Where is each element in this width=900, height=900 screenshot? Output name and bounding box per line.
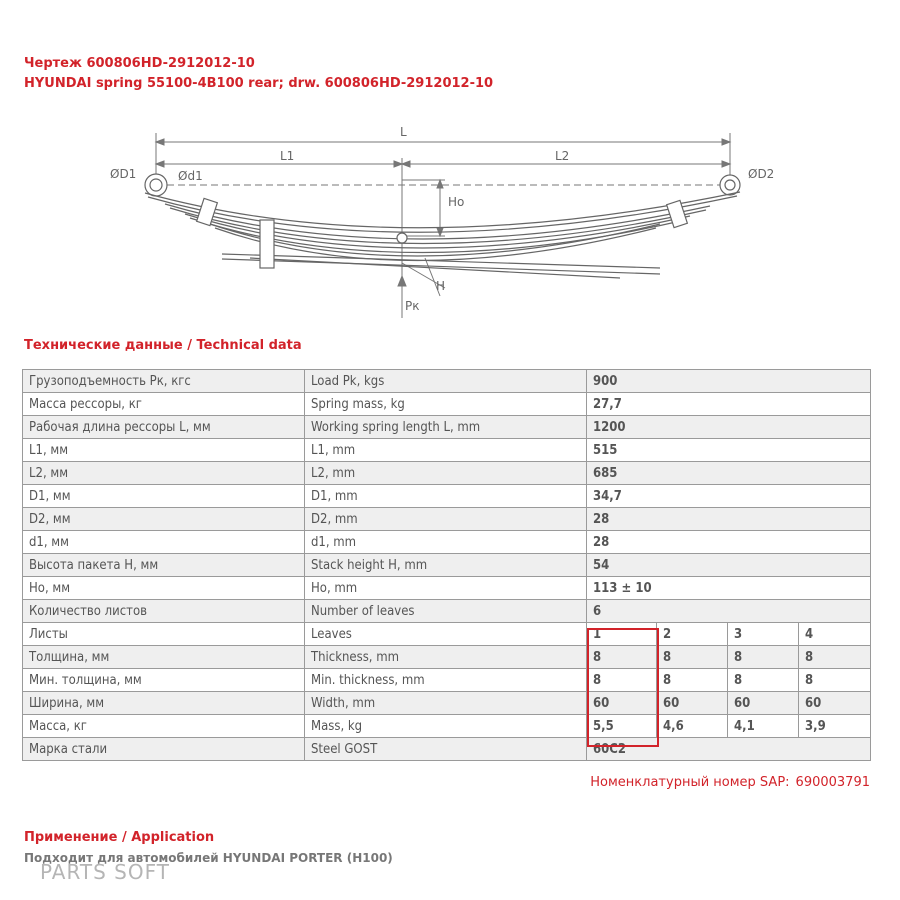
param-name-ru: Мин. толщина, мм (23, 669, 305, 692)
param-value: 515 (587, 439, 871, 462)
table-row (23, 531, 871, 554)
param-name-ru: Количество листов (23, 600, 305, 623)
leaf-spring-drawing (100, 118, 800, 328)
param-name-ru: Масса, кг (23, 715, 305, 738)
table-row (23, 577, 871, 600)
watermark: PARTS SOFT (40, 860, 170, 884)
param-value: 1200 (587, 416, 871, 439)
table-row (23, 669, 871, 692)
leaf-value: 8 (587, 646, 657, 669)
leaf-value: 8 (657, 669, 728, 692)
table-row (23, 462, 871, 485)
param-value: 34,7 (587, 485, 871, 508)
param-name-en: Spring mass, kg (305, 393, 587, 416)
leaf-value: 8 (799, 669, 871, 692)
table-row (23, 600, 871, 623)
param-name-ru: D1, мм (23, 485, 305, 508)
param-name-ru: Ho, мм (23, 577, 305, 600)
leaf-value: 3 (728, 623, 799, 646)
leaf-value: 8 (657, 646, 728, 669)
param-name-en: D2, mm (305, 508, 587, 531)
leaf-value: 3,9 (799, 715, 871, 738)
leaf-value: 8 (799, 646, 871, 669)
param-name-en: L1, mm (305, 439, 587, 462)
param-value: 54 (587, 554, 871, 577)
dim-label-h: H (436, 279, 446, 293)
param-name-ru: Марка стали (23, 738, 305, 761)
sap-number (584, 775, 870, 790)
param-name-en: d1, mm (305, 531, 587, 554)
param-value: 6 (587, 600, 871, 623)
dim-label-l2: L2 (555, 149, 570, 163)
param-value: 27,7 (587, 393, 871, 416)
leaf-value: 4,1 (728, 715, 799, 738)
leaf-value: 5,5 (587, 715, 657, 738)
application-heading: Применение / Application (24, 830, 215, 845)
table-row (23, 715, 871, 738)
param-value: 113 ± 10 (587, 577, 871, 600)
param-name-ru: Высота пакета H, мм (23, 554, 305, 577)
param-name-en: Min. thickness, mm (305, 669, 587, 692)
table-row (23, 370, 871, 393)
dim-label-d1-lower: Ød1 (178, 169, 203, 183)
param-name-en: Number of leaves (305, 600, 587, 623)
dim-label-ho: Ho (448, 195, 465, 209)
param-value: 28 (587, 531, 871, 554)
load-label-pk: Pк (405, 299, 420, 313)
param-value: 685 (587, 462, 871, 485)
param-name-en: Working spring length L, mm (305, 416, 587, 439)
leaf-value: 60 (728, 692, 799, 715)
table-row (23, 623, 871, 646)
drawing-title-ru: Чертеж 600806HD-2912012-10 (24, 56, 255, 71)
param-name-en: Load Pk, kgs (305, 370, 587, 393)
table-row (23, 508, 871, 531)
table-row (23, 554, 871, 577)
leaf-value: 60 (657, 692, 728, 715)
technical-data-heading: Технические данные / Technical data (24, 338, 302, 353)
dim-label-l: L (400, 125, 407, 139)
dim-label-d1-upper: ØD1 (110, 167, 137, 181)
leaf-value: 8 (728, 669, 799, 692)
param-name-ru: Ширина, мм (23, 692, 305, 715)
leaf-value: 4 (799, 623, 871, 646)
table-row (23, 646, 871, 669)
param-name-ru: Толщина, мм (23, 646, 305, 669)
leaf-value: 60 (587, 692, 657, 715)
leaf-value: 1 (587, 623, 657, 646)
application-text: Подходит для автомобилей HYUNDAI PORTER (H100) (24, 851, 393, 865)
leaf-value: 8 (728, 646, 799, 669)
leaf-value: 60 (799, 692, 871, 715)
drawing-title-en: HYUNDAI spring 55100-4B100 rear; drw. 600806HD-2912012-10 (24, 76, 494, 91)
param-name-en: Width, mm (305, 692, 587, 715)
technical-data-table (22, 369, 871, 761)
param-name-en: Thickness, mm (305, 646, 587, 669)
param-name-en: L2, mm (305, 462, 587, 485)
param-name-ru: Грузоподъемность Pк, кгс (23, 370, 305, 393)
param-name-ru: L2, мм (23, 462, 305, 485)
sap-label: Номенклатурный номер SAP: (590, 775, 790, 790)
leaf-value: 2 (657, 623, 728, 646)
param-name-ru: d1, мм (23, 531, 305, 554)
table-row (23, 692, 871, 715)
param-name-ru: Листы (23, 623, 305, 646)
dim-label-l1: L1 (280, 149, 295, 163)
table-row (23, 485, 871, 508)
param-name-en: Leaves (305, 623, 587, 646)
table-row (23, 416, 871, 439)
param-name-en: Stack height H, mm (305, 554, 587, 577)
param-name-en: D1, mm (305, 485, 587, 508)
param-name-ru: Масса рессоры, кг (23, 393, 305, 416)
param-value: 60C2 (587, 738, 871, 761)
param-name-ru: D2, мм (23, 508, 305, 531)
param-name-ru: Рабочая длина рессоры L, мм (23, 416, 305, 439)
leaf-value: 4,6 (657, 715, 728, 738)
param-value: 900 (587, 370, 871, 393)
sap-value: 690003791 (795, 775, 870, 790)
leaf-value: 8 (587, 669, 657, 692)
table-row (23, 738, 871, 761)
table-row (23, 439, 871, 462)
param-name-en: Ho, mm (305, 577, 587, 600)
table-row (23, 393, 871, 416)
param-name-en: Steel GOST (305, 738, 587, 761)
param-value: 28 (587, 508, 871, 531)
param-name-en: Mass, kg (305, 715, 587, 738)
dim-label-d2: ØD2 (748, 167, 775, 181)
param-name-ru: L1, мм (23, 439, 305, 462)
